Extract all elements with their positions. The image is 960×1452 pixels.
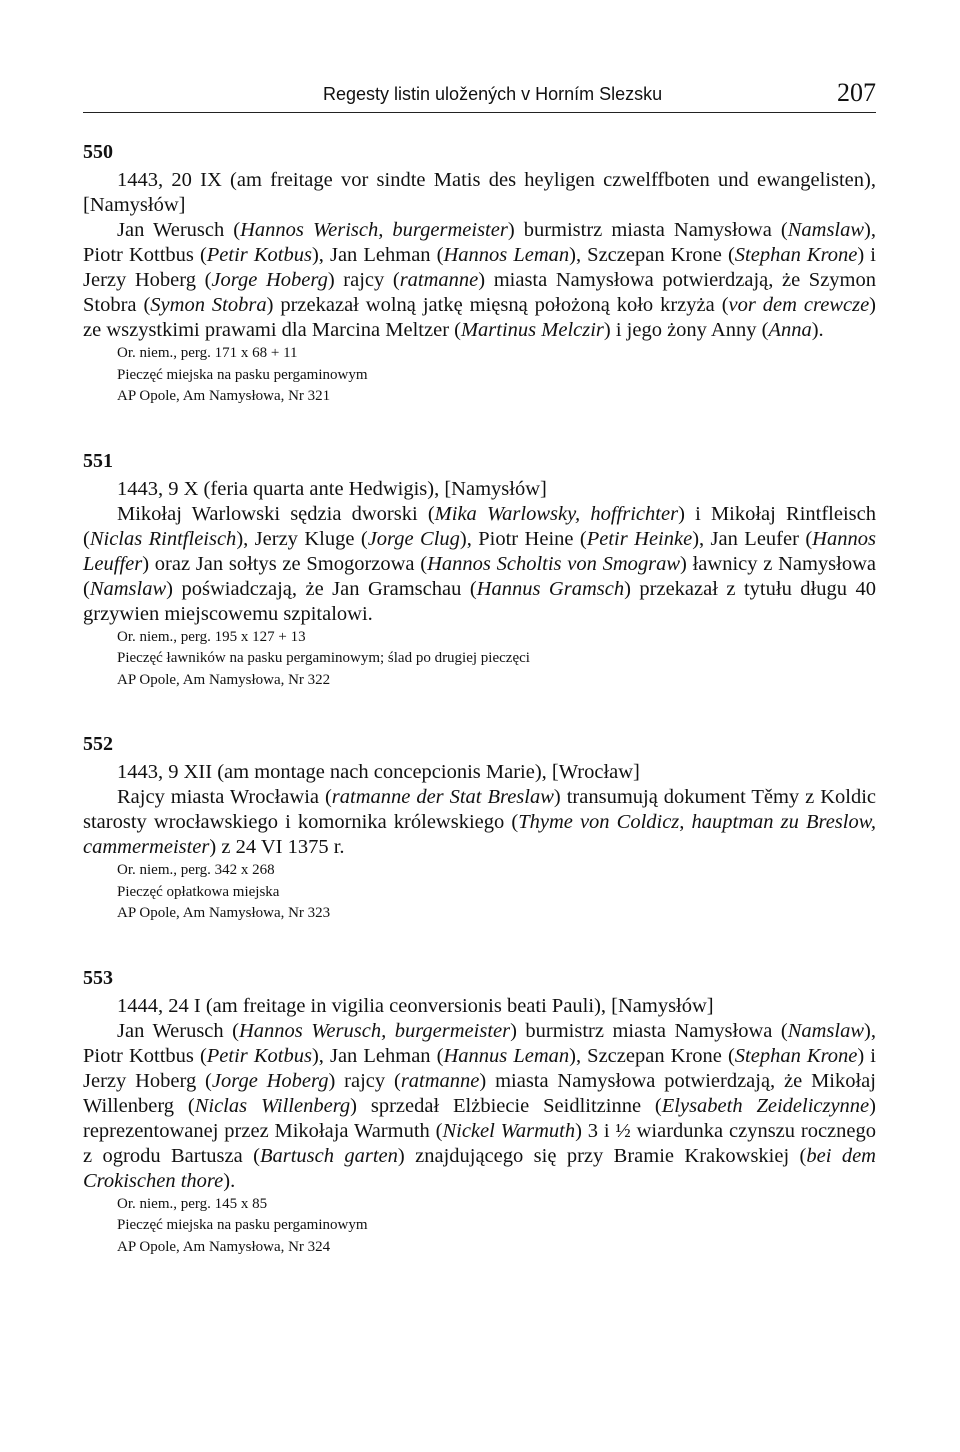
text-run: 1443, 9 XII ( (117, 761, 225, 783)
entry-summary (83, 218, 876, 343)
regest-entry (83, 140, 876, 408)
text-run: ) z 24 VI 1375 r. (209, 836, 345, 858)
entry-seal-note: Pieczęć ławników na pasku pergaminowym; ślad po drugiej pieczęci (117, 650, 530, 666)
text-run: 1444, 24 I ( (117, 994, 213, 1017)
text-run: ) miasta Namysłowa potwierdzają, że Mikołaj Willenberg ( (83, 1069, 876, 1117)
italic-run: am freitage in vigilia ceonversionis beati Pauli (212, 994, 595, 1017)
text-run: ) rajcy ( (327, 269, 400, 291)
regest-entry (83, 449, 876, 692)
entry-seal-note: Pieczęć opłatkowa miejska (117, 883, 280, 900)
text-run: ), Jan Lehman ( (311, 244, 444, 266)
entry-date-line (83, 168, 876, 218)
text-run: Jan Werusch ( (117, 219, 241, 241)
entry-original-note: Or. niem., perg. 145 x 85 (117, 1195, 268, 1212)
text-run: ), [Namysłów] (594, 994, 714, 1017)
text-run: ), Jan Lehman ( (311, 1044, 444, 1067)
text-run: ), Piotr Kottbus ( (83, 219, 876, 266)
text-run: ) przekazał wolną jatkę mięsną położoną koło krzyża ( (266, 294, 729, 316)
text-run: ) przekazał z tytułu długu 40 grzywien miejscowemu szpitalowi. (83, 577, 876, 625)
text-run: 1443, 9 X ( (117, 477, 211, 500)
italic-run: Stephan Krone (734, 244, 858, 266)
italic-run: Hannos Werusch, burgermeister (238, 1019, 511, 1042)
italic-run: Anna (768, 319, 812, 341)
text-run: ) i Jerzy Hoberg ( (83, 1044, 877, 1092)
text-run: ) miasta Namysłowa potwierdzają, że Szymon Stobra ( (83, 269, 876, 316)
text-run: ) burmistrz miasta Namysłowa ( (510, 1019, 788, 1042)
regest-entry (83, 966, 876, 1259)
italic-run: Bartusch garten (259, 1144, 398, 1167)
text-run: ) ławnicy z Namysłowa ( (83, 552, 876, 600)
italic-run: Hannus Leman (443, 1044, 570, 1067)
entry-summary (83, 502, 876, 627)
text-run: ) oraz Jan sołtys ze Smogorzowa ( (142, 552, 428, 575)
text-run: ), Jan Leufer ( (692, 527, 813, 550)
text-run: ), [Wrocław] (534, 761, 640, 783)
italic-run: Nickel Warmuth (442, 1119, 576, 1142)
italic-run: Hannos Werisch, burgermeister (240, 219, 508, 241)
text-run: ) i Jerzy Hoberg ( (83, 244, 877, 291)
entry-number: 553 (83, 966, 113, 989)
text-run: ), [Namysłów] (427, 477, 547, 500)
entry-number: 551 (83, 449, 113, 472)
entry-archive-reference: AP Opole, Am Namysłowa, Nr 321 (117, 388, 331, 404)
text-run: ) sprzedał Elżbiecie Seidlitzinne ( (350, 1094, 662, 1117)
italic-run: Hannos Scholtis von Smograw (427, 552, 681, 575)
text-run: ) i Mikołaj Rintfleisch ( (83, 502, 876, 550)
italic-run: Hannos Leman (443, 244, 570, 266)
italic-run: Martinus Melczir (460, 319, 604, 341)
text-run: ), Piotr Heine ( (459, 527, 587, 550)
text-run: ), [Namysłów] (83, 169, 876, 216)
entry-archive-reference: AP Opole, Am Namysłowa, Nr 323 (117, 905, 331, 921)
entry-number: 552 (83, 733, 113, 755)
italic-run: Niclas Willenberg (194, 1094, 351, 1117)
italic-run: Hannus Gramsch (476, 577, 625, 600)
italic-run: Hannos Leuffer (83, 527, 876, 575)
running-title: Regesty listin uložených v Horním Slezsku (323, 84, 663, 104)
entry-original-note: Or. niem., perg. 195 x 127 + 13 (117, 628, 306, 645)
text-run: ), Szczepan Krone ( (569, 244, 735, 266)
italic-run: Petir Kotbus (206, 244, 312, 266)
italic-run: Mika Warlowsky, hoffrichter (434, 502, 679, 525)
italic-run: Symon Stobra (150, 294, 267, 316)
entry-original-note: Or. niem., perg. 171 x 68 + 11 (117, 345, 298, 361)
italic-run: feria quarta ante Hedwigis (210, 477, 428, 500)
regest-entry (83, 732, 876, 925)
entry-date-line (83, 760, 876, 785)
entry-summary (83, 1019, 876, 1194)
text-run: ) ze wszystkimi prawami dla Marcina Meltzer ( (83, 294, 876, 341)
italic-run: bei dem Crokischen thore (83, 1144, 876, 1192)
entry-seal-note: Pieczęć miejska na pasku pergaminowym (117, 1217, 368, 1233)
regesta-list (83, 140, 876, 1299)
entry-date-line (83, 477, 876, 502)
text-run: Jan Werusch ( (117, 1019, 239, 1042)
italic-run: vor dem crewcze (728, 294, 870, 316)
entry-archive-reference: AP Opole, Am Namysłowa, Nr 324 (117, 1238, 331, 1255)
text-run: ), Szczepan Krone ( (569, 1044, 735, 1067)
italic-run: Jorge Clug (367, 527, 460, 550)
italic-run: Thyme von Coldicz, hauptman zu Breslow, cammermeister (83, 811, 876, 858)
italic-run: ratmanne (400, 1069, 480, 1092)
text-run: ) 3 i ½ wiardunka czynszu rocznego z ogrodu Bartusza ( (83, 1119, 876, 1167)
entry-seal-note: Pieczęć miejska na pasku pergaminowym (117, 366, 368, 383)
page-header (83, 78, 876, 113)
text-run: ) i jego żony Anny ( (603, 319, 769, 341)
text-run: ). (811, 319, 824, 341)
text-run: 1443, 20 IX ( (117, 169, 237, 191)
text-run: Mikołaj Warlowski sędzia dworski ( (117, 502, 435, 525)
text-run: ) burmistrz miasta Namysłowa ( (507, 219, 788, 241)
text-run: ) reprezentowanej przez Mikołaja Warmuth ( (83, 1094, 876, 1142)
entry-summary (83, 785, 876, 860)
italic-run: Elysabeth Zeideliczynne (661, 1094, 870, 1117)
text-run: ) transumują dokument Těmy z Koldic starosty wrocławskiego i komornika królewskiego ( (83, 786, 876, 833)
entry-number: 550 (83, 141, 113, 163)
italic-run: ratmanne (399, 269, 479, 291)
text-run: Rajcy miasta Wrocławia ( (117, 786, 332, 808)
italic-run: Petir Kotbus (206, 1044, 312, 1067)
italic-run: am montage nach concepcionis Marie (224, 761, 535, 783)
entry-archive-reference: AP Opole, Am Namysłowa, Nr 322 (117, 671, 331, 688)
entry-date-line (83, 994, 876, 1019)
text-run: ), Jerzy Kluge ( (236, 527, 368, 550)
italic-run: Stephan Krone (734, 1044, 858, 1067)
italic-run: Jorge Hoberg (211, 269, 328, 291)
italic-run: Petir Heinke (586, 527, 693, 550)
italic-run: Namslaw (787, 1019, 865, 1042)
italic-run: Jorge Hoberg (211, 1069, 329, 1092)
italic-run: Namslaw (787, 219, 865, 241)
italic-run: am freitage vor sindte Matis des heyligen czwelffboten und ewangelisten (236, 169, 865, 191)
text-run: ). (223, 1169, 236, 1192)
italic-run: ratmanne der Stat Breslaw (331, 786, 554, 808)
italic-run: Niclas Rintfleisch (89, 527, 237, 550)
text-run: ), Piotr Kottbus ( (83, 1019, 876, 1067)
text-run: ) znajdującego się przy Bramie Krakowskiej ( (397, 1144, 807, 1167)
italic-run: Namslaw (89, 577, 167, 600)
text-run: ) rajcy ( (328, 1069, 401, 1092)
entry-original-note: Or. niem., perg. 342 x 268 (117, 862, 275, 878)
text-run: ) poświadczają, że Jan Gramschau ( (166, 577, 477, 600)
page-number: 207 (837, 78, 876, 107)
